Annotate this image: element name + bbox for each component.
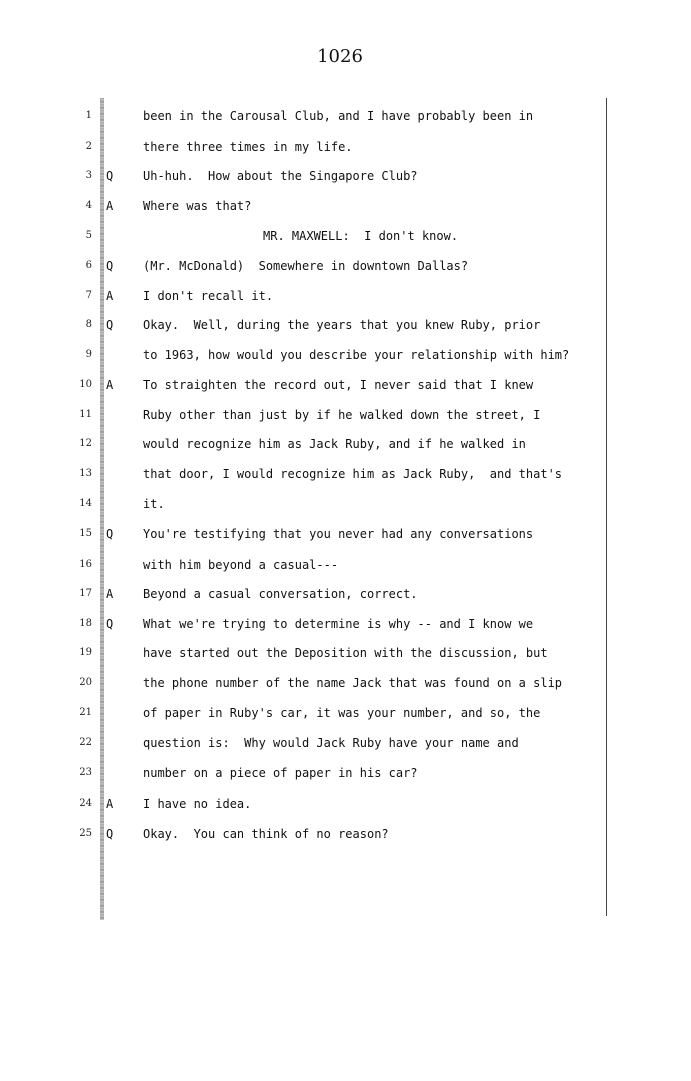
- line-number: 7: [85, 290, 92, 301]
- transcript-line: [0, 375, 691, 395]
- speaker-marker: Q: [106, 318, 114, 332]
- line-number: 9: [85, 349, 92, 360]
- transcript-line: [0, 286, 691, 306]
- line-number: 23: [79, 767, 92, 778]
- line-text: there three times in my life.: [143, 140, 353, 154]
- line-text: Ruby other than just by if he walked down the street, I: [143, 408, 541, 422]
- line-text: Okay. Well, during the years that you knew Ruby, prior: [143, 318, 541, 332]
- transcript-line: [0, 763, 691, 783]
- line-number: 2: [85, 141, 92, 152]
- transcript-line: [0, 584, 691, 604]
- transcript-line: [0, 643, 691, 663]
- line-number: 25: [79, 828, 92, 839]
- transcript-line: [0, 137, 691, 157]
- line-number: 3: [85, 170, 92, 181]
- line-number: 13: [79, 468, 92, 479]
- speaker-marker: Q: [106, 617, 114, 631]
- line-text: I have no idea.: [143, 797, 252, 811]
- line-text: Where was that?: [143, 199, 252, 213]
- line-text: You're testifying that you never had any conversations: [143, 527, 534, 541]
- speaker-marker: Q: [106, 827, 114, 841]
- speaker-marker: A: [106, 378, 114, 392]
- speaker-marker: Q: [106, 527, 114, 541]
- line-text: with him beyond a casual---: [143, 558, 339, 572]
- line-number: 4: [85, 200, 92, 211]
- line-text: would recognize him as Jack Ruby, and if he walked in: [143, 437, 526, 451]
- line-text: to 1963, how would you describe your relationship with him?: [143, 348, 570, 362]
- line-number: 14: [79, 498, 92, 509]
- line-number: 19: [79, 647, 92, 658]
- transcript-line: [0, 166, 691, 186]
- line-text: that door, I would recognize him as Jack Ruby, and that's: [143, 467, 563, 481]
- line-text: (Mr. McDonald) Somewhere in downtown Dallas?: [143, 259, 469, 273]
- transcript-line: [0, 614, 691, 634]
- speaker-marker: Q: [106, 169, 114, 183]
- line-number: 17: [79, 588, 92, 599]
- line-number: 21: [79, 707, 92, 718]
- line-number: 15: [79, 528, 92, 539]
- line-number: 22: [79, 737, 92, 748]
- transcript-line: [0, 315, 691, 335]
- line-text: have started out the Deposition with the discussion, but: [143, 646, 548, 660]
- transcript-line: [0, 106, 691, 126]
- line-text: question is: Why would Jack Ruby have your name and: [143, 736, 519, 750]
- line-number: 6: [85, 260, 92, 271]
- line-number: 12: [79, 438, 92, 449]
- transcript-line: [0, 733, 691, 753]
- transcript-line: [0, 226, 691, 246]
- transcript-line: [0, 405, 691, 425]
- transcript-line: [0, 524, 691, 544]
- line-number: 1: [85, 110, 92, 121]
- line-text: Uh-huh. How about the Singapore Club?: [143, 169, 418, 183]
- transcript-line: [0, 464, 691, 484]
- speaker-marker: A: [106, 289, 114, 303]
- transcript-line: [0, 494, 691, 514]
- transcript-line: [0, 703, 691, 723]
- line-number: 18: [79, 618, 92, 629]
- line-number: 10: [79, 379, 92, 390]
- transcript-line: [0, 256, 691, 276]
- transcript-line: [0, 196, 691, 216]
- line-text: Okay. You can think of no reason?: [143, 827, 389, 841]
- page-number: 1026: [317, 46, 363, 67]
- line-text: What we're trying to determine is why -- and I know we: [143, 617, 534, 631]
- line-text: I don't recall it.: [143, 289, 274, 303]
- line-text: number on a piece of paper in his car?: [143, 766, 418, 780]
- speaker-marker: Q: [106, 259, 114, 273]
- transcript-line: [0, 345, 691, 365]
- line-text: it.: [143, 497, 165, 511]
- line-text: been in the Carousal Club, and I have probably been in: [143, 109, 534, 123]
- line-text: Beyond a casual conversation, correct.: [143, 587, 418, 601]
- speaker-marker: A: [106, 199, 114, 213]
- speaker-marker: A: [106, 587, 114, 601]
- transcript-line: [0, 434, 691, 454]
- transcript-line: [0, 794, 691, 814]
- transcript-line: [0, 824, 691, 844]
- line-number: 16: [79, 559, 92, 570]
- transcript-line: [0, 555, 691, 575]
- line-number: 11: [79, 409, 92, 420]
- line-text: To straighten the record out, I never said that I knew: [143, 378, 534, 392]
- line-number: 8: [85, 319, 92, 330]
- line-text: MR. MAXWELL: I don't know.: [263, 229, 459, 243]
- line-number: 24: [79, 798, 92, 809]
- line-number: 5: [85, 230, 92, 241]
- line-text: the phone number of the name Jack that was found on a slip: [143, 676, 563, 690]
- transcript-line: [0, 673, 691, 693]
- line-text: of paper in Ruby's car, it was your number, and so, the: [143, 706, 541, 720]
- speaker-marker: A: [106, 797, 114, 811]
- line-number: 20: [79, 677, 92, 688]
